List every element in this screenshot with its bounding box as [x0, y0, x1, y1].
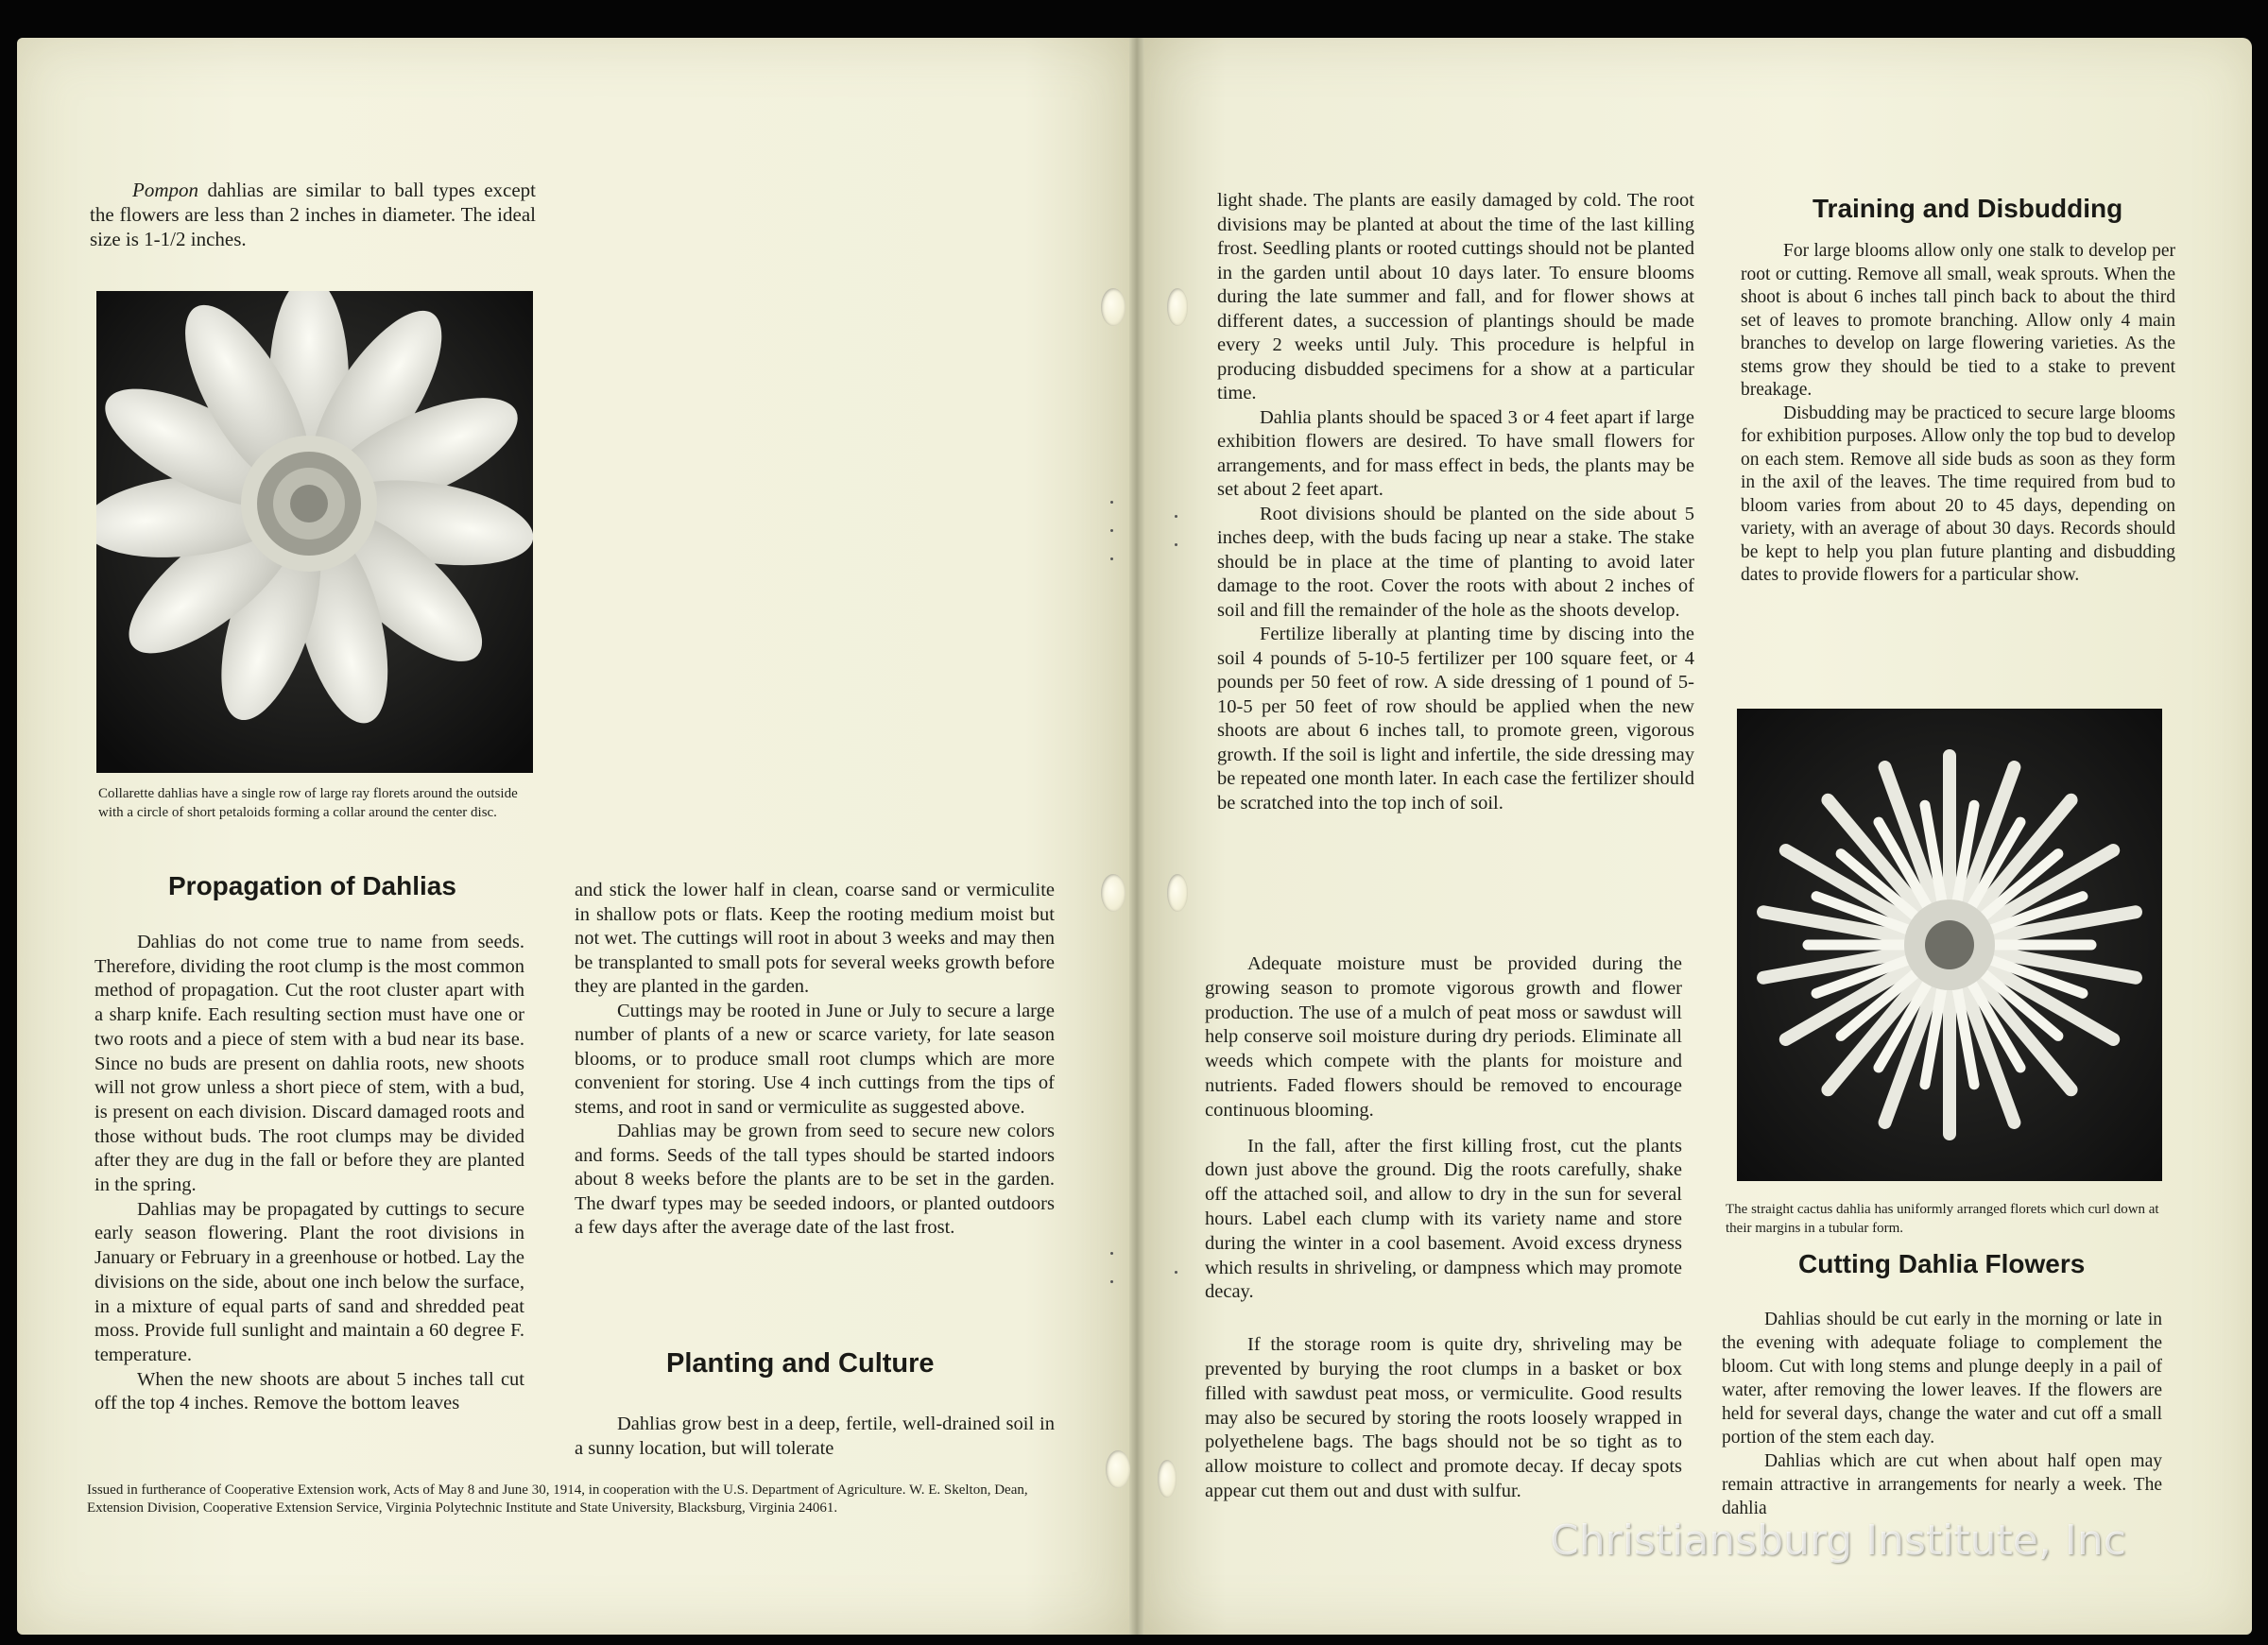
propagation-heading: Propagation of Dahlias: [168, 871, 456, 900]
punch-mark: [1110, 501, 1113, 504]
punch-mark: [1110, 1252, 1113, 1255]
punch-hole: [1167, 288, 1188, 326]
planting-intro: [575, 1413, 1055, 1461]
punch-mark: [1110, 557, 1113, 560]
collarette-dahlia-image: [96, 291, 533, 773]
right-col1-p3: Root divisions should be planted on the side about 5 inches deep, with the buds facing up near a stake. The stake should be in place at the time of planting to avoid later damage to the root. Cover the roots with about 2 inches of soil and fill the remainder of the hole as the shoots develop.: [1217, 503, 1694, 621]
training-text: [1741, 240, 2175, 588]
punch-hole: [1158, 1460, 1177, 1498]
right-col1-p2: Dahlia plants should be spaced 3 or 4 feet apart if large exhibition flowers are desired. To have small flowers for arrangements, and for mass effect in beds, the plants may be set about 2 feet apart.: [1217, 406, 1694, 500]
right-col1-p1: light shade. The plants are easily damaged by cold. The root divisions may be planted at about the time of the last killing frost. Seedling plants or rooted cuttings should not be planted in the garden until about 10 days later. To ensure blooms during the late summer and fall, and for flower shows at different dates, a succession of plantings should be made every 2 weeks until July. This procedure is helpful in producing disbudded specimens for a show at a particular time.: [1217, 190, 1694, 403]
right-col1: [1217, 189, 1694, 815]
right-col1b-p3: If the storage room is quite dry, shriveling may be prevented by burying the root clumps in a basket or box filled with sawdust peat moss, or vermiculite. Good results may also be secured by storing the roots loosely wrapped in polyethelene bags. The bags should not be so tight as to allow moisture to collect and promote decay. If decay spots appear cut them out and dust with sulfur.: [1205, 1334, 1682, 1501]
issued-footer: Issued in furtherance of Cooperative Extension work, Acts of May 8 and June 30, 1914, in cooperation with the U.S. Department of Agriculture. W. E. Skelton, Dean, Extension Division, Cooperative Extension Service, Virginia Polytechnic Institute and State University, Blacksburg, Virginia 24061.: [87, 1482, 1028, 1516]
punch-hole: [1167, 874, 1188, 912]
planting-heading: Planting and Culture: [666, 1348, 935, 1379]
planting-intro-text: Dahlias grow best in a deep, fertile, well-drained soil in a sunny location, but will tolerate: [575, 1414, 1055, 1459]
punch-mark: [1175, 515, 1177, 518]
cutting-p2: Dahlias which are cut when about half open may remain attractive in arrangements for nearly a week. The dahlia: [1722, 1451, 2162, 1518]
punch-mark: [1110, 529, 1113, 532]
propagation-col1: [94, 931, 524, 1416]
training-p2: Disbudding may be practiced to secure large blooms for exhibition purposes. Allow only the top bud to develop on each stem. Remove all side buds as soon as they form in the axil of the leaves. The time required from bud to bloom varies from about 20 to 45 days, depending on variety, with an average of about 30 days. Records should be kept to help you plan future planting and disbudding dates to provide flowers for a particular show.: [1741, 403, 2175, 585]
propagation-col1-p2: Dahlias may be propagated by cuttings to secure early season flowering. Plant the root divisions in January or February in a greenhouse or hotbed. Lay the divisions on the side, about one inch below the surface, in a mixture of equal parts of sand and shredded peat moss. Provide full sunlight and maintain a 60 degree F. temperature.: [94, 1198, 524, 1365]
propagation-col1-p3: When the new shoots are about 5 inches tall cut off the top 4 inches. Remove the bottom leaves: [94, 1368, 524, 1414]
punch-mark: [1175, 1271, 1177, 1274]
punch-hole: [1106, 1450, 1130, 1488]
punch-mark: [1110, 1280, 1113, 1283]
training-heading: Training and Disbudding: [1813, 194, 2123, 223]
cactus-dahlia-image: [1737, 709, 2162, 1181]
pompon-rest: dahlias are similar to ball types except the flowers are less than 2 inches in diameter. The ideal size is 1-1/2 inches.: [90, 179, 536, 250]
collarette-caption: Collarette dahlias have a single row of large ray florets around the outside with a circle of short petaloids forming a collar around the center disc.: [98, 786, 518, 820]
propagation-col2-p3: Dahlias may be grown from seed to secure new colors and forms. Seeds of the tall types should be started indoors about 8 weeks before the plants are to be set in the garden. The dwarf types may be seeded indoors, or planted outdoors a few days after the average date of the last frost.: [575, 1121, 1055, 1238]
collarette-dahlia-photo: [96, 291, 533, 773]
cactus-dahlia-photo: [1737, 709, 2162, 1181]
pompon-italic: Pompon: [132, 179, 198, 201]
watermark: Christiansburg Institute, Inc: [1550, 1516, 2126, 1565]
cutting-heading: Cutting Dahlia Flowers: [1798, 1249, 2086, 1278]
propagation-col2: [575, 879, 1055, 1241]
right-col1-p4: Fertilize liberally at planting time by discing into the soil 4 pounds of 5-10-5 fertilizer per 100 square feet, or 4 pounds per 50 feet of row. A side dressing of 1 pound of 5-10-5 per 50 feet of row should be applied when the new shoots are about 6 inches tall, to promote green, vigorous growth. If the soil is light and infertile, the side dressing may be repeated one month later. In each case the fertilizer should be scratched into the top inch of soil.: [1217, 624, 1694, 814]
punch-mark: [1175, 543, 1177, 546]
propagation-col1-p1: Dahlias do not come true to name from seeds. Therefore, dividing the root clump is the most common method of propagation. Cut the root cluster apart with a sharp knife. Each resulting section must have one or two roots and a piece of stem with a bud near its base. Since no buds are present on dahlia roots, new shoots will not grow unless a short piece of stem, with a bud, is present on each division. Discard damaged roots and those without buds. The root clumps may be divided after they are dug in the fall or before they are planted in the spring.: [94, 932, 524, 1196]
right-col1b-p1: Adequate moisture must be provided during the growing season to promote vigorous growth and flower production. The use of a mulch of peat moss or sawdust will help conserve soil moisture during dry periods. Eliminate all weeds which compete with the plants for moisture and nutrients. Faded flowers should be removed to encourage continuous blooming.: [1205, 953, 1682, 1121]
training-p1: For large blooms allow only one stalk to develop per root or cutting. Remove all small, weak sprouts. When the shoot is about 6 inches tall pinch back to about the third set of leaves to promote branching. Allow only 4 main branches to develop on large flowering varieties. As the stems grow they should be tied to a stake to prevent breakage.: [1741, 241, 2175, 400]
cutting-p1: Dahlias should be cut early in the morning or late in the evening with adequate foliage to complement the bloom. Cut with long stems and plunge deeply in a pail of water, after removing the lower leaves. If the flowers are held for several days, change the water and cut off a small portion of the stem each day.: [1722, 1310, 2162, 1448]
pompon-paragraph: [90, 178, 536, 251]
punch-hole: [1101, 874, 1125, 912]
propagation-col2-p1: and stick the lower half in clean, coarse sand or vermiculite in shallow pots or flats. Keep the rooting medium moist but not wet. The cuttings will root in about 3 weeks and may then be transplanted to small pots for several weeks growth before they are planted in the garden.: [575, 880, 1055, 997]
propagation-col2-p2: Cuttings may be rooted in June or July to secure a large number of plants of a new or scarce variety, for late season blooms, or to produce small root clumps which are more convenient for storing. Use 4 inch cuttings from the tips of stems, and root in sand or vermiculite as suggested above.: [575, 1000, 1055, 1118]
right-col1b-p2: In the fall, after the first killing frost, cut the plants down just above the ground. Dig the roots carefully, shake off the attached soil, and allow to dry in the sun for several hours. Label each clump with its variety name and store during the winter in a cool basement. Avoid excess dryness which results in shriveling, or dampness which may promote decay.: [1205, 1135, 1682, 1303]
binding-spine: [1129, 38, 1144, 1635]
cutting-text: [1722, 1308, 2162, 1520]
right-col1b: [1205, 952, 1682, 1504]
punch-hole: [1101, 288, 1125, 326]
cactus-caption: The straight cactus dahlia has uniformly arranged florets which curl down at their margins in a tubular form.: [1726, 1202, 2159, 1236]
